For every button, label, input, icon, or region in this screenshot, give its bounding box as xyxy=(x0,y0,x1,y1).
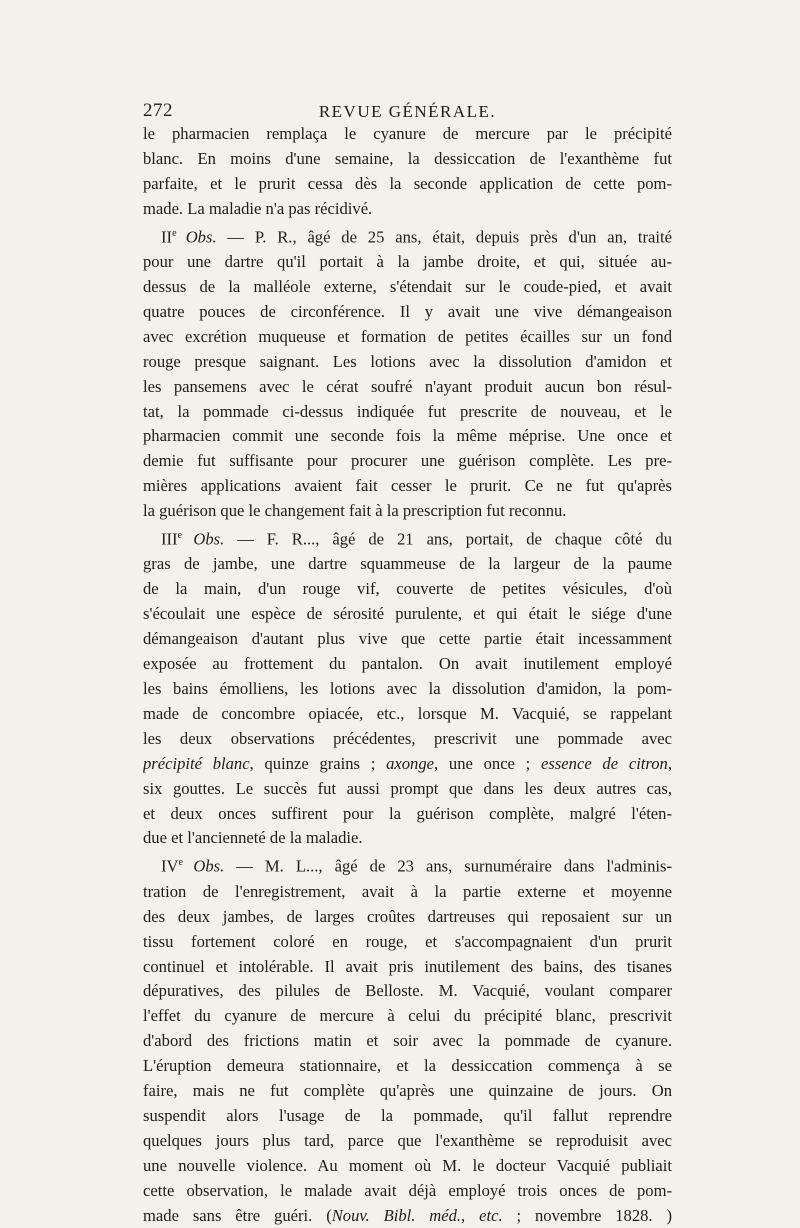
page-number: 272 xyxy=(143,100,173,121)
text-segment: exposée au frottement du pantalon. On avait inutilement employé xyxy=(143,654,672,674)
text-segment: les deux observations précédentes, prescrivit une pommade avec xyxy=(143,728,672,748)
text-line xyxy=(143,702,672,727)
text-segment: , quinze grains ; xyxy=(249,753,387,773)
text-line xyxy=(143,474,672,499)
text-segment: e xyxy=(177,530,194,542)
text-line xyxy=(143,577,672,602)
page-header xyxy=(143,92,672,122)
text-segment: des deux jambes, de larges croûtes dartreuses qui reposaient sur un xyxy=(143,906,672,926)
text-line xyxy=(143,930,672,955)
text-line xyxy=(143,1204,672,1228)
text-segment: cette observation, le malade avait déjà employé trois onces de pom- xyxy=(143,1180,672,1200)
text-segment: II xyxy=(161,227,173,247)
text-segment: d'abord des frictions matin et soir avec la pommade de cyanure. xyxy=(143,1031,672,1051)
text-segment: Obs. xyxy=(185,227,217,247)
text-line xyxy=(143,122,672,147)
text-segment: blanc. En moins d'une semaine, la dessiccation de l'exanthème fut xyxy=(143,148,672,168)
text-segment: III xyxy=(161,529,178,549)
text-line xyxy=(143,1179,672,1204)
text-line xyxy=(143,375,672,400)
text-line xyxy=(143,979,672,1004)
text-segment: e xyxy=(172,227,186,239)
text-line xyxy=(143,1054,672,1079)
text-segment: avec excrétion muqueuse et formation de petites écailles sur un fond xyxy=(143,326,672,346)
text-segment: IV xyxy=(161,856,179,876)
text-segment: suspendit alors l'usage de la pommade, qu'il fallut reprendre xyxy=(143,1105,672,1125)
text-segment: quelques jours plus tard, parce que l'exanthème se reproduisit avec xyxy=(143,1130,672,1150)
text-line xyxy=(143,905,672,930)
text-segment: le pharmacien remplaça le cyanure de mercure par le précipité xyxy=(143,124,672,143)
text-segment: gras de jambe, une dartre squammeuse de la largeur de la paume xyxy=(143,554,672,574)
text-line xyxy=(143,325,672,350)
text-segment: les bains émolliens, les lotions avec la dissolution d'amidon, la pom- xyxy=(143,679,672,698)
text-segment: made de concombre opiacée, etc., lorsque M. Vacquié, se rappelant xyxy=(143,703,672,723)
text-segment: ; novembre 1828. ) xyxy=(502,1205,672,1225)
text-line xyxy=(143,424,672,449)
text-segment: parfaite, et le prurit cessa dès la seconde application de cette pom- xyxy=(143,173,672,193)
text-segment: précipité blanc xyxy=(143,753,250,773)
text-segment: axonge xyxy=(386,753,435,773)
running-head: REVUE GÉNÉRALE. xyxy=(318,102,497,121)
text-segment: demie fut suffisante pour procurer une guérison complète. Les pre- xyxy=(143,451,672,471)
text-segment: mières applications avaient fait cesser le prurit. Ce ne fut qu'après xyxy=(143,476,672,496)
text-line xyxy=(143,222,672,250)
text-segment: quatre pouces de circonférence. Il y avait une vive démangeaison xyxy=(143,301,672,321)
text-line xyxy=(143,727,672,752)
text-segment: due et l'ancienneté de la maladie. xyxy=(143,828,363,848)
text-line xyxy=(143,752,672,777)
text-segment: de la main, d'un rouge vif, couverte de petites vésicules, d'où xyxy=(143,579,672,599)
text-line xyxy=(143,851,672,879)
text-line xyxy=(143,197,672,222)
text-line xyxy=(143,499,672,524)
text-line xyxy=(143,802,672,827)
text-line xyxy=(143,955,672,980)
text-line xyxy=(143,602,672,627)
text-line xyxy=(143,777,672,802)
text-segment: faire, mais ne fut complète qu'après une quinzaine de jours. On xyxy=(143,1081,672,1101)
text-line xyxy=(143,172,672,197)
text-line xyxy=(143,652,672,677)
text-segment: made. La maladie n'a pas récidivé. xyxy=(143,198,373,218)
text-segment: — M. L..., âgé de 23 ans, surnuméraire dans l'adminis- xyxy=(224,856,672,876)
text-line xyxy=(143,300,672,325)
text-segment: rouge presque saignant. Les lotions avec la dissolution d'amidon et xyxy=(143,351,672,371)
text-line xyxy=(143,1029,672,1054)
text-segment: la guérison que le changement fait à la prescription fut reconnu. xyxy=(143,501,567,521)
text-segment: s'écoulait une espèce de sérosité purulente, et qui était le siége d'une xyxy=(143,604,672,624)
text-segment: essence de citron xyxy=(541,753,668,773)
text-segment: continuel et intolérable. Il avait pris inutilement des bains, des tisanes xyxy=(143,956,672,976)
text-segment: made sans être guéri. ( xyxy=(143,1205,332,1225)
text-line xyxy=(143,1079,672,1104)
text-line xyxy=(143,880,672,905)
text-segment: Nouv. Bibl. méd., etc. xyxy=(331,1205,503,1225)
text-segment: démangeaison d'autant plus vive que cette partie était incessamment xyxy=(143,629,672,649)
text-segment: — F. R..., âgé de 21 ans, portait, de chaque côté du xyxy=(224,529,672,549)
text-segment: pour une dartre qu'il portait à la jambe droite, et qui, située au- xyxy=(143,252,672,272)
text-segment: les pansemens avec le cérat soufré n'ayant produit aucun bon résul- xyxy=(143,376,672,396)
text-line xyxy=(143,250,672,275)
text-line xyxy=(143,147,672,172)
text-segment: dépuratives, des pilules de Belloste. M. Vacquié, voulant comparer xyxy=(143,981,672,1001)
text-line xyxy=(143,826,672,851)
text-line xyxy=(143,275,672,300)
text-line xyxy=(143,449,672,474)
text-segment: l'effet du cyanure de mercure à celui du précipité blanc, prescrivit xyxy=(143,1006,672,1026)
text-line xyxy=(143,400,672,425)
text-line xyxy=(143,552,672,577)
text-segment: e xyxy=(178,857,194,869)
text-segment: — P. R., âgé de 25 ans, était, depuis près d'un an, traité xyxy=(216,227,672,247)
text-line xyxy=(143,1154,672,1179)
text-segment: , xyxy=(667,753,672,773)
text-segment: L'éruption demeura stationnaire, et la dessiccation commença à se xyxy=(143,1056,672,1076)
text-segment: tration de l'enregistrement, avait à la partie externe et moyenne xyxy=(143,881,672,901)
text-segment: et deux onces suffirent pour la guérison complète, malgré l'éten- xyxy=(143,803,672,823)
text-segment: pharmacien commit une seconde fois la même méprise. Une once et xyxy=(143,426,672,446)
text-line xyxy=(143,1004,672,1029)
text-segment: Obs. xyxy=(193,856,225,876)
text-line xyxy=(143,350,672,375)
text-segment: tat, la pommade ci-dessus indiquée fut prescrite de nouveau, et le xyxy=(143,401,672,421)
text-line xyxy=(143,677,672,702)
text-segment: six gouttes. Le succès fut aussi prompt que dans les deux autres cas, xyxy=(143,778,672,798)
body-text xyxy=(143,122,672,1228)
text-line xyxy=(143,524,672,552)
text-line xyxy=(143,627,672,652)
text-segment: une nouvelle violence. Au moment où M. le docteur Vacquié publiait xyxy=(143,1155,672,1175)
text-segment: tissu fortement coloré en rouge, et s'accompagnaient d'un prurit xyxy=(143,931,672,951)
text-segment: dessus de la malléole externe, s'étendait sur le coude-pied, et avait xyxy=(143,276,672,296)
text-line xyxy=(143,1129,672,1154)
text-line xyxy=(143,1104,672,1129)
text-segment: , une once ; xyxy=(434,753,542,773)
text-segment: Obs. xyxy=(193,529,225,549)
